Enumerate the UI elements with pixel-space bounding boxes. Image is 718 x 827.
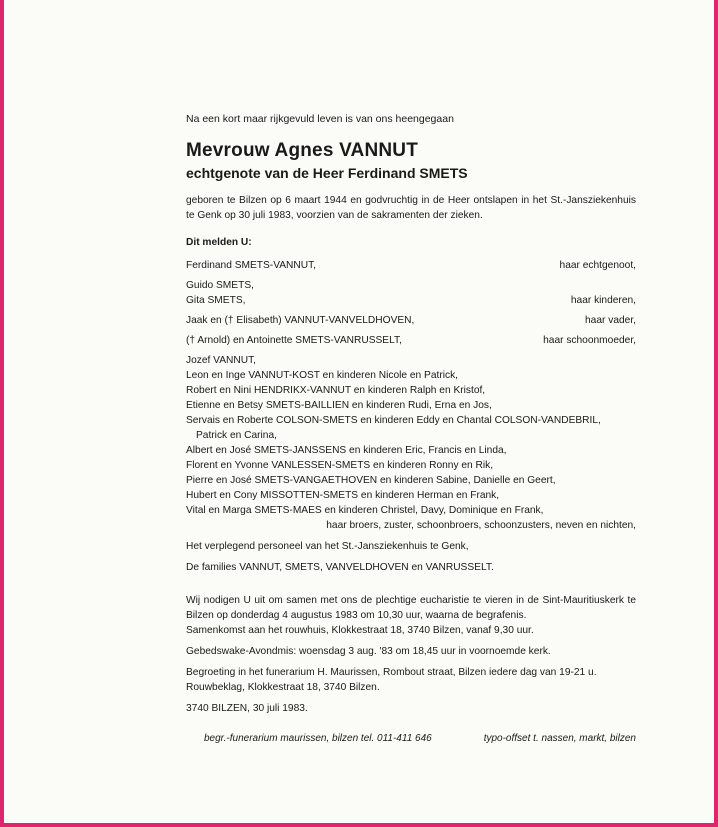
list-item: Hubert en Cony MISSOTTEN-SMETS en kinderen Herman en Frank, — [186, 490, 500, 501]
gathering-line: Samenkomst aan het rouwhuis, Klokkestraat 18, 3740 Bilzen, vanaf 9,30 uur. — [186, 625, 534, 636]
family-role: haar kinderen, — [570, 295, 636, 306]
family-member: Ferdinand SMETS-VANNUT, — [186, 260, 317, 271]
wake-line: Gebedswake-Avondmis: woensdag 3 aug. '83 om 18,45 uur in voornoemde kerk. — [186, 646, 551, 657]
family-row — [186, 313, 636, 328]
family-member: Jaak en († Elisabeth) VANNUT-VANVELDHOVEN, — [186, 315, 415, 326]
printer-credit: typo-offset t. nassen, markt, bilzen — [483, 733, 636, 744]
list-item: Vital en Marga SMETS-MAES en kinderen Christel, Davy, Dominique en Frank, — [186, 505, 544, 516]
family-row — [186, 278, 636, 293]
list-item: Patrick en Carina, — [196, 430, 277, 441]
staff-line: Het verplegend personeel van het St.-Jansziekenhuis te Genk, — [186, 541, 469, 552]
relatives-list — [186, 353, 636, 533]
birth-death-paragraph: geboren te Bilzen op 6 maart 1944 en godvruchtig in de Heer ontslapen in het St.-Jansziekenhuis te Genk op 30 juli 1983, voorzien van de sakramenten der zieken. — [186, 195, 636, 221]
list-item: Pierre en José SMETS-VANGAETHOVEN en kinderen Sabine, Danielle en Geert, — [186, 475, 556, 486]
deceased-name: Mevrouw Agnes VANNUT — [186, 140, 419, 161]
intro-line: Na een kort maar rijkgevuld leven is van ons heengegaan — [186, 113, 454, 125]
spouse-line: echtgenote van de Heer Ferdinand SMETS — [186, 165, 468, 181]
family-role: haar vader, — [585, 315, 636, 326]
list-item: Jozef VANNUT, — [186, 355, 257, 366]
family-member: Guido SMETS, — [186, 280, 254, 291]
printer-footer — [204, 733, 636, 744]
announcement-heading: Dit melden U: — [186, 237, 252, 248]
dateline: 3740 BILZEN, 30 juli 1983. — [186, 703, 308, 714]
family-role: haar schoonmoeder, — [543, 335, 636, 346]
family-member: († Arnold) en Antoinette SMETS-VANRUSSELT, — [186, 335, 402, 346]
list-item: Servais en Roberte COLSON-SMETS en kinderen Eddy en Chantal COLSON-VANDEBRIL, — [186, 415, 601, 426]
relatives-summary: haar broers, zuster, schoonbroers, schoonzusters, neven en nichten, — [326, 520, 636, 531]
card-content — [186, 112, 636, 716]
family-member: Gita SMETS, — [186, 295, 246, 306]
list-item: Leon en Inge VANNUT-KOST en kinderen Nicole en Patrick, — [186, 370, 458, 381]
family-role: haar echtgenoot, — [559, 260, 636, 271]
families-line: De families VANNUT, SMETS, VANVELDHOVEN en VANRUSSELT. — [186, 562, 494, 573]
funeral-home-credit: begr.-funerarium maurissen, bilzen tel. 011-411 646 — [204, 733, 432, 744]
viewing-line: Begroeting in het funerarium H. Maurissen, Rombout straat, Bilzen iedere dag van 19-21 u. — [186, 667, 597, 678]
family-row — [186, 293, 636, 308]
invitation-paragraph: Wij nodigen U uit om samen met ons de plechtige eucharistie te vieren in de Sint-Mauritiuskerk te Bilzen op donderdag 4 augustus 1983 om 10,30 uur, waarna de begrafenis. — [186, 595, 636, 621]
list-item: Etienne en Betsy SMETS-BAILLIEN en kinderen Rudi, Erna en Jos, — [186, 400, 492, 411]
family-row — [186, 258, 636, 273]
list-item: Robert en Nini HENDRIKX-VANNUT en kinderen Ralph en Kristof, — [186, 385, 486, 396]
memorial-card — [4, 0, 714, 823]
condolence-line: Rouwbeklag, Klokkestraat 18, 3740 Bilzen. — [186, 682, 380, 693]
list-item: Florent en Yvonne VANLESSEN-SMETS en kinderen Ronny en Rik, — [186, 460, 494, 471]
list-item: Albert en José SMETS-JANSSENS en kinderen Eric, Francis en Linda, — [186, 445, 507, 456]
family-row — [186, 333, 636, 348]
